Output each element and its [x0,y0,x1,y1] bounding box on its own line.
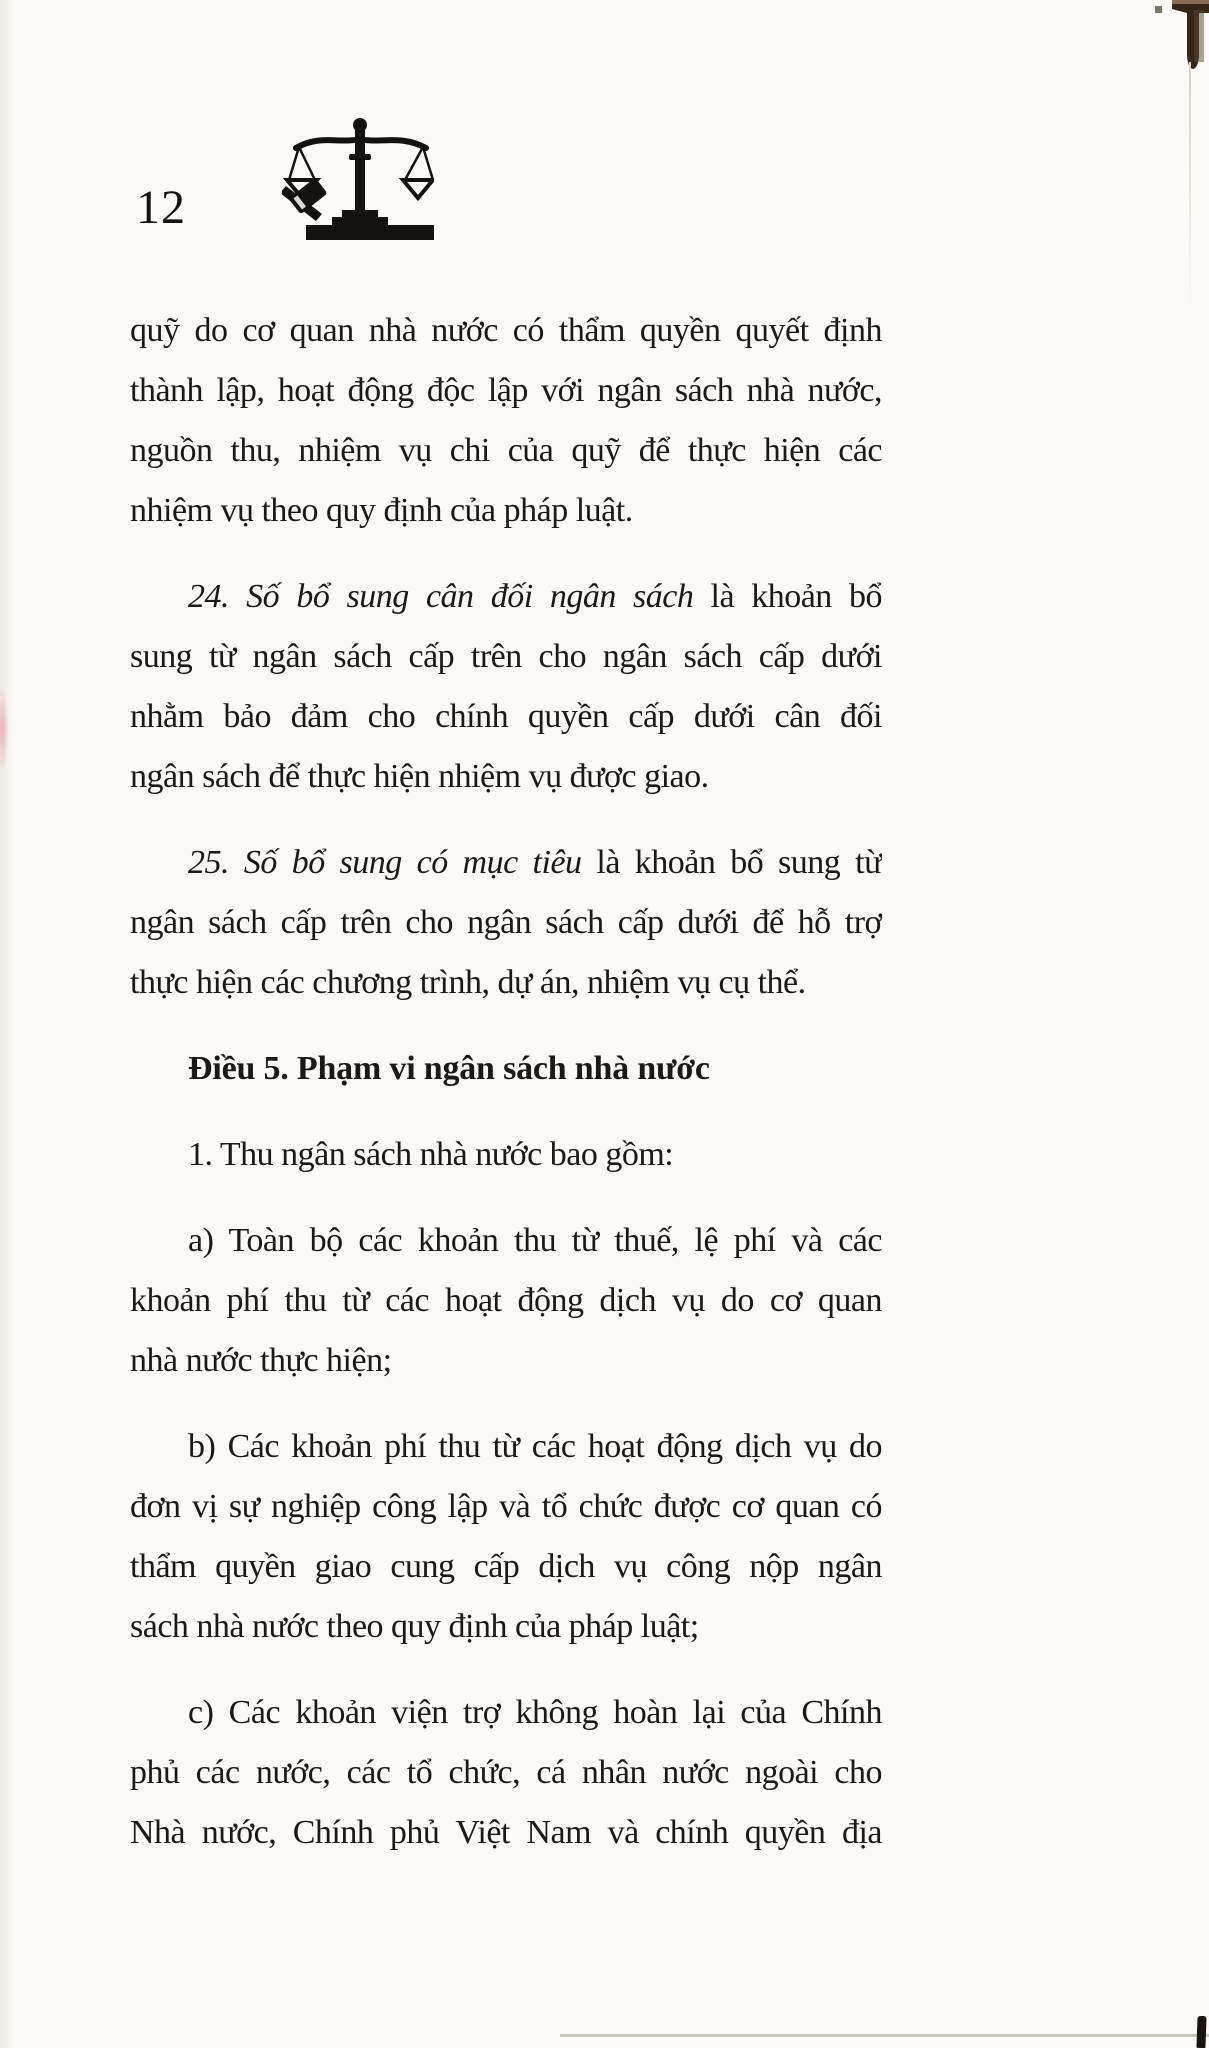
text-line [130,1039,882,1099]
italic-term: 24. Số bổ sung cân đối ngân sách [188,578,694,615]
text-segment: nguồn thu, nhiệm vụ chi của quỹ để thực hiện các [130,432,882,469]
text-segment: đơn vị sự nghiệp công lập và tổ chức được cơ quan có [130,1488,882,1525]
paragraph-clause-24 [130,567,882,807]
scan-smudge-left-edge [0,688,8,770]
text-line [130,953,882,1013]
text-segment: nhằm bảo đảm cho chính quyền cấp dưới cân đối [130,698,882,735]
text-line [130,481,882,541]
paragraph-point-b [130,1417,882,1657]
text-segment: thành lập, hoạt động độc lập với ngân sách nhà nước, [130,372,882,409]
italic-term: 25. Số bổ sung có mục tiêu [188,844,582,881]
text-line [130,1211,882,1271]
text-segment: sách nhà nước theo quy định của pháp luật; [130,1608,699,1645]
paragraph-article-5-heading [130,1039,882,1099]
text-line [130,747,882,807]
text-line [130,301,882,361]
text-line [130,1803,882,1863]
text-segment: phủ các nước, các tổ chức, cá nhân nước ngoài cho [130,1754,882,1791]
text-segment: quỹ do cơ quan nhà nước có thẩm quyền quyết định [130,312,882,349]
paragraph-article-5-item-1 [130,1125,882,1185]
page-number: 12 [136,181,186,234]
text-segment: ngân sách cấp trên cho ngân sách cấp dưới để hỗ trợ [130,904,882,941]
scan-line-bottom [560,2034,1209,2037]
text-segment: là khoản bổ [693,578,882,615]
text-line [130,567,882,627]
text-line [130,1125,882,1185]
scan-artifact-top-right [1149,0,1209,80]
text-line [130,833,882,893]
text-line [130,1331,882,1391]
text-segment: nhiệm vụ theo quy định của pháp luật. [130,492,633,529]
text-line [130,1683,882,1743]
text-segment: 1. Thu ngân sách nhà nước bao gồm: [188,1136,674,1173]
text-line [130,687,882,747]
text-line [130,1537,882,1597]
paragraph-point-c [130,1683,882,1863]
text-segment: nhà nước thực hiện; [130,1342,392,1379]
paragraph-quy-continuation [130,301,882,541]
text-segment: là khoản bổ sung từ [581,844,882,881]
text-line [130,361,882,421]
text-segment: khoản phí thu từ các hoạt động dịch vụ do cơ quan [130,1282,882,1319]
text-line [130,1417,882,1477]
text-line [130,1477,882,1537]
text-segment: Nhà nước, Chính phủ Việt Nam và chính quyền địa [130,1814,882,1851]
text-segment: thẩm quyền giao cung cấp dịch vụ công nộp ngân [130,1548,882,1585]
text-segment: a) Toàn bộ các khoản thu từ thuế, lệ phí và các [188,1222,882,1259]
text-segment: b) Các khoản phí thu từ các hoạt động dịch vụ do [188,1428,882,1465]
text-line [130,1597,882,1657]
scan-edge-line-right [1189,62,1191,312]
text-line [130,627,882,687]
document-body [130,301,882,1863]
text-segment: sung từ ngân sách cấp trên cho ngân sách cấp dưới [130,638,882,675]
paragraph-clause-25 [130,833,882,1013]
scan-mark-bottom-right [1196,2016,1206,2048]
heading-text: Điều 5. Phạm vi ngân sách nhà nước [188,1050,710,1087]
text-segment: c) Các khoản viện trợ không hoàn lại của Chính [188,1694,882,1731]
text-line [130,1271,882,1331]
paragraph-point-a [130,1211,882,1391]
text-line [130,1743,882,1803]
text-line [130,421,882,481]
justice-scales-gavel-icon [282,116,434,240]
text-segment: ngân sách để thực hiện nhiệm vụ được giao. [130,758,709,795]
text-line [130,893,882,953]
text-segment: thực hiện các chương trình, dự án, nhiệm vụ cụ thể. [130,964,806,1001]
